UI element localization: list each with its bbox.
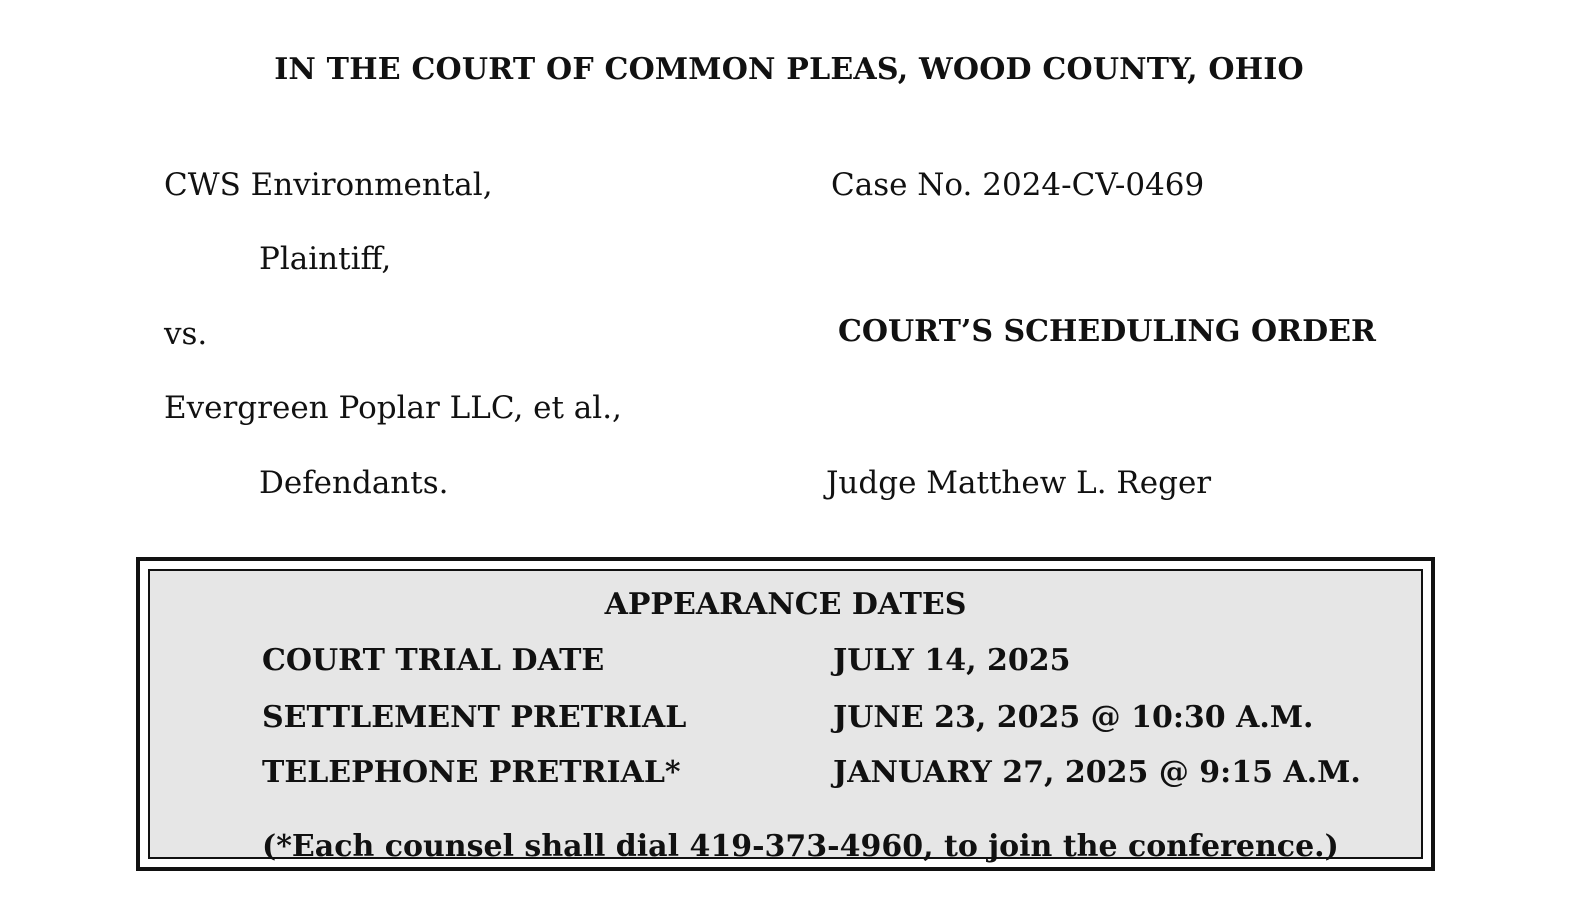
telephone-pretrial-value: JANUARY 27, 2025 @ 9:15 A.M. bbox=[833, 755, 1361, 790]
appearance-dates-box bbox=[136, 557, 1435, 871]
plaintiff-role: Plaintiff, bbox=[259, 241, 392, 277]
plaintiff-name: CWS Environmental, bbox=[164, 167, 493, 203]
court-title: IN THE COURT OF COMMON PLEAS, WOOD COUNTY, OHIO bbox=[274, 52, 1304, 87]
judge-name: Judge Matthew L. Reger bbox=[826, 465, 1212, 501]
settlement-pretrial-value: JUNE 23, 2025 @ 10:30 A.M. bbox=[833, 700, 1314, 735]
appearance-dates-inner bbox=[148, 569, 1423, 864]
defendant-name: Evergreen Poplar LLC, et al., bbox=[164, 390, 622, 426]
appearance-dates-heading: APPEARANCE DATES bbox=[604, 587, 967, 622]
defendant-role: Defendants. bbox=[259, 465, 449, 501]
order-title: COURT’S SCHEDULING ORDER bbox=[838, 314, 1376, 349]
telephone-pretrial-label: TELEPHONE PRETRIAL* bbox=[262, 755, 681, 790]
court-trial-date-value: JULY 14, 2025 bbox=[833, 643, 1071, 678]
versus-label: vs. bbox=[164, 316, 208, 352]
court-trial-date-label: COURT TRIAL DATE bbox=[262, 643, 605, 678]
telephone-footnote: (*Each counsel shall dial 419-373-4960, to join the conference.) bbox=[262, 829, 1339, 864]
settlement-pretrial-label: SETTLEMENT PRETRIAL bbox=[262, 700, 687, 735]
case-number: Case No. 2024-CV-0469 bbox=[831, 167, 1205, 203]
